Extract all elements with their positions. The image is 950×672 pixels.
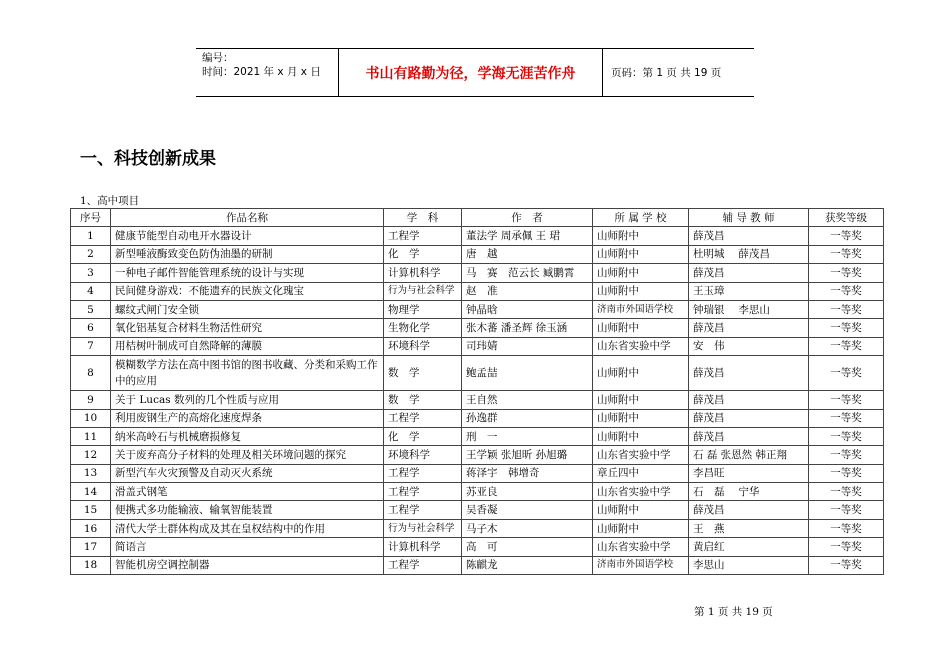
cell-no: 10 <box>71 409 111 427</box>
cell-school: 山师附中 <box>593 319 689 337</box>
cell-school: 山师附中 <box>593 519 689 537</box>
cell-school: 山东省实验中学 <box>593 337 689 355</box>
page-header <box>196 48 754 97</box>
cell-title: 清代大学士群体构成及其在皇权结构中的作用 <box>111 519 384 537</box>
cell-award: 一等奖 <box>809 245 884 263</box>
cell-school: 山师附中 <box>593 282 689 300</box>
cell-school: 山师附中 <box>593 501 689 519</box>
cell-no: 4 <box>71 282 111 300</box>
cell-no: 2 <box>71 245 111 263</box>
cell-author: 蒋泽宇 韩增奇 <box>462 464 593 482</box>
col-header-school: 所 属 学 校 <box>593 209 689 227</box>
cell-author: 马子木 <box>462 519 593 537</box>
page-footer: 第 1 页 共 19 页 <box>694 606 773 618</box>
table-row <box>71 483 884 501</box>
cell-advisor: 杜明城 薛茂昌 <box>689 245 809 263</box>
table-row <box>71 391 884 409</box>
cell-advisor: 王玉璋 <box>689 282 809 300</box>
table-row <box>71 501 884 519</box>
cell-school: 山师附中 <box>593 427 689 445</box>
cell-award: 一等奖 <box>809 446 884 464</box>
cell-award: 一等奖 <box>809 227 884 245</box>
cell-title: 新型汽车火灾预警及自动灭火系统 <box>111 464 384 482</box>
cell-advisor: 薛茂昌 <box>689 501 809 519</box>
table-row <box>71 538 884 556</box>
cell-award: 一等奖 <box>809 319 884 337</box>
table-row <box>71 337 884 355</box>
table-row <box>71 356 884 391</box>
cell-award: 一等奖 <box>809 538 884 556</box>
cell-advisor: 王 燕 <box>689 519 809 537</box>
header-motto: 书山有路勤为径，学海无涯苦作舟 <box>339 49 603 96</box>
header-time: 时间：2021 年 x 月 x 日 <box>202 66 321 78</box>
cell-subject: 行为与社会科学 <box>384 282 462 300</box>
cell-title: 利用废钢生产的高熔化速度焊条 <box>111 409 384 427</box>
cell-award: 一等奖 <box>809 282 884 300</box>
table-row <box>71 300 884 318</box>
cell-author: 鲍孟喆 <box>462 356 593 391</box>
cell-subject: 数 学 <box>384 356 462 391</box>
cell-award: 一等奖 <box>809 300 884 318</box>
cell-advisor: 石 磊 张恩然 韩正翔 <box>689 446 809 464</box>
awards-table <box>70 208 884 575</box>
cell-author: 唐 越 <box>462 245 593 263</box>
cell-title: 纳米高岭石与机械磨损修复 <box>111 427 384 445</box>
cell-subject: 工程学 <box>384 556 462 574</box>
cell-no: 9 <box>71 391 111 409</box>
cell-award: 一等奖 <box>809 501 884 519</box>
cell-school: 章丘四中 <box>593 464 689 482</box>
cell-no: 17 <box>71 538 111 556</box>
section-title: 一、科技创新成果 <box>80 149 216 169</box>
cell-author: 赵 准 <box>462 282 593 300</box>
table-row <box>71 446 884 464</box>
cell-subject: 计算机科学 <box>384 538 462 556</box>
cell-title: 健康节能型自动电开水器设计 <box>111 227 384 245</box>
cell-award: 一等奖 <box>809 337 884 355</box>
header-page-info: 页码：第 1 页 共 19 页 <box>611 67 722 79</box>
cell-subject: 工程学 <box>384 409 462 427</box>
cell-subject: 环境科学 <box>384 446 462 464</box>
table-header-row <box>71 209 884 227</box>
cell-advisor: 李思山 <box>689 556 809 574</box>
table-row <box>71 427 884 445</box>
cell-advisor: 薛茂昌 <box>689 356 809 391</box>
cell-advisor: 安 伟 <box>689 337 809 355</box>
cell-award: 一等奖 <box>809 356 884 391</box>
cell-advisor: 薛茂昌 <box>689 391 809 409</box>
cell-school: 山东省实验中学 <box>593 538 689 556</box>
cell-no: 14 <box>71 483 111 501</box>
cell-award: 一等奖 <box>809 483 884 501</box>
table-row <box>71 319 884 337</box>
cell-author: 钟晶晗 <box>462 300 593 318</box>
cell-author: 陈麒龙 <box>462 556 593 574</box>
cell-subject: 物理学 <box>384 300 462 318</box>
cell-author: 高 可 <box>462 538 593 556</box>
cell-no: 8 <box>71 356 111 391</box>
cell-no: 15 <box>71 501 111 519</box>
cell-advisor: 李昌旺 <box>689 464 809 482</box>
cell-subject: 生物化学 <box>384 319 462 337</box>
cell-title: 滑盖式钢笔 <box>111 483 384 501</box>
cell-author: 马 赛 范云长 臧鹏霄 <box>462 264 593 282</box>
cell-no: 1 <box>71 227 111 245</box>
cell-subject: 工程学 <box>384 501 462 519</box>
cell-no: 13 <box>71 464 111 482</box>
cell-author: 司玮婧 <box>462 337 593 355</box>
cell-title: 关于 Lucas 数列的几个性质与应用 <box>111 391 384 409</box>
cell-school: 山东省实验中学 <box>593 446 689 464</box>
cell-title: 简语言 <box>111 538 384 556</box>
col-header-no: 序号 <box>71 209 111 227</box>
col-header-award: 获奖等级 <box>809 209 884 227</box>
cell-title: 用桔树叶制成可自然降解的薄膜 <box>111 337 384 355</box>
cell-advisor: 黄启红 <box>689 538 809 556</box>
cell-title: 螺纹式闸门安全锁 <box>111 300 384 318</box>
cell-no: 12 <box>71 446 111 464</box>
cell-title: 智能机房空调控制器 <box>111 556 384 574</box>
table-row <box>71 519 884 537</box>
cell-no: 5 <box>71 300 111 318</box>
cell-subject: 工程学 <box>384 483 462 501</box>
cell-author: 王学颖 张旭昕 孙旭璐 <box>462 446 593 464</box>
table-row <box>71 556 884 574</box>
table-row <box>71 464 884 482</box>
cell-author: 王自然 <box>462 391 593 409</box>
cell-author: 孙逸群 <box>462 409 593 427</box>
cell-award: 一等奖 <box>809 391 884 409</box>
cell-subject: 化 学 <box>384 245 462 263</box>
cell-title: 模糊数学方法在高中图书馆的图书收藏、分类和采购工作中的应用 <box>111 356 384 391</box>
cell-award: 一等奖 <box>809 519 884 537</box>
cell-author: 苏亚良 <box>462 483 593 501</box>
cell-advisor: 薛茂昌 <box>689 227 809 245</box>
cell-advisor: 薛茂昌 <box>689 409 809 427</box>
cell-author: 董法学 周承佩 王 珺 <box>462 227 593 245</box>
table-row <box>71 409 884 427</box>
cell-author: 张木蕃 潘圣辉 徐玉涵 <box>462 319 593 337</box>
cell-title: 关于废弃高分子材料的处理及相关环境问题的探究 <box>111 446 384 464</box>
cell-school: 济南市外国语学校 <box>593 556 689 574</box>
table-row <box>71 282 884 300</box>
cell-title: 一种电子邮件智能管理系统的设计与实现 <box>111 264 384 282</box>
col-header-advisor: 辅 导 教 师 <box>689 209 809 227</box>
table-row <box>71 227 884 245</box>
cell-advisor: 薛茂昌 <box>689 319 809 337</box>
header-number: 编号： <box>202 52 234 64</box>
cell-author: 刑 一 <box>462 427 593 445</box>
cell-title: 新型唾液酶致变色防伪油墨的研制 <box>111 245 384 263</box>
cell-school: 山师附中 <box>593 391 689 409</box>
cell-award: 一等奖 <box>809 264 884 282</box>
subsection-title: 1、高中项目 <box>80 195 140 207</box>
cell-no: 16 <box>71 519 111 537</box>
table-row <box>71 264 884 282</box>
cell-subject: 计算机科学 <box>384 264 462 282</box>
table-row <box>71 245 884 263</box>
cell-subject: 行为与社会科学 <box>384 519 462 537</box>
cell-author: 吴香凝 <box>462 501 593 519</box>
cell-no: 7 <box>71 337 111 355</box>
cell-school: 山东省实验中学 <box>593 483 689 501</box>
cell-advisor: 薛茂昌 <box>689 427 809 445</box>
cell-school: 山师附中 <box>593 245 689 263</box>
cell-advisor: 钟瑞银 李思山 <box>689 300 809 318</box>
col-header-author: 作 者 <box>462 209 593 227</box>
cell-advisor: 薛茂昌 <box>689 264 809 282</box>
cell-award: 一等奖 <box>809 464 884 482</box>
cell-school: 山师附中 <box>593 409 689 427</box>
cell-no: 3 <box>71 264 111 282</box>
cell-subject: 工程学 <box>384 227 462 245</box>
cell-no: 11 <box>71 427 111 445</box>
cell-no: 18 <box>71 556 111 574</box>
cell-school: 济南市外国语学校 <box>593 300 689 318</box>
cell-subject: 工程学 <box>384 464 462 482</box>
cell-award: 一等奖 <box>809 409 884 427</box>
cell-no: 6 <box>71 319 111 337</box>
col-header-title: 作品名称 <box>111 209 384 227</box>
cell-school: 山师附中 <box>593 264 689 282</box>
cell-school: 山师附中 <box>593 356 689 391</box>
header-info <box>196 49 339 96</box>
cell-title: 氧化铝基复合材料生物活性研究 <box>111 319 384 337</box>
cell-advisor: 石 磊 宁华 <box>689 483 809 501</box>
cell-subject: 数 学 <box>384 391 462 409</box>
cell-title: 便携式多功能输液、输氧智能装置 <box>111 501 384 519</box>
col-header-subject: 学 科 <box>384 209 462 227</box>
cell-subject: 化 学 <box>384 427 462 445</box>
cell-award: 一等奖 <box>809 556 884 574</box>
cell-subject: 环境科学 <box>384 337 462 355</box>
cell-title: 民间健身游戏：不能遗弃的民族文化瑰宝 <box>111 282 384 300</box>
cell-school: 山师附中 <box>593 227 689 245</box>
cell-award: 一等奖 <box>809 427 884 445</box>
